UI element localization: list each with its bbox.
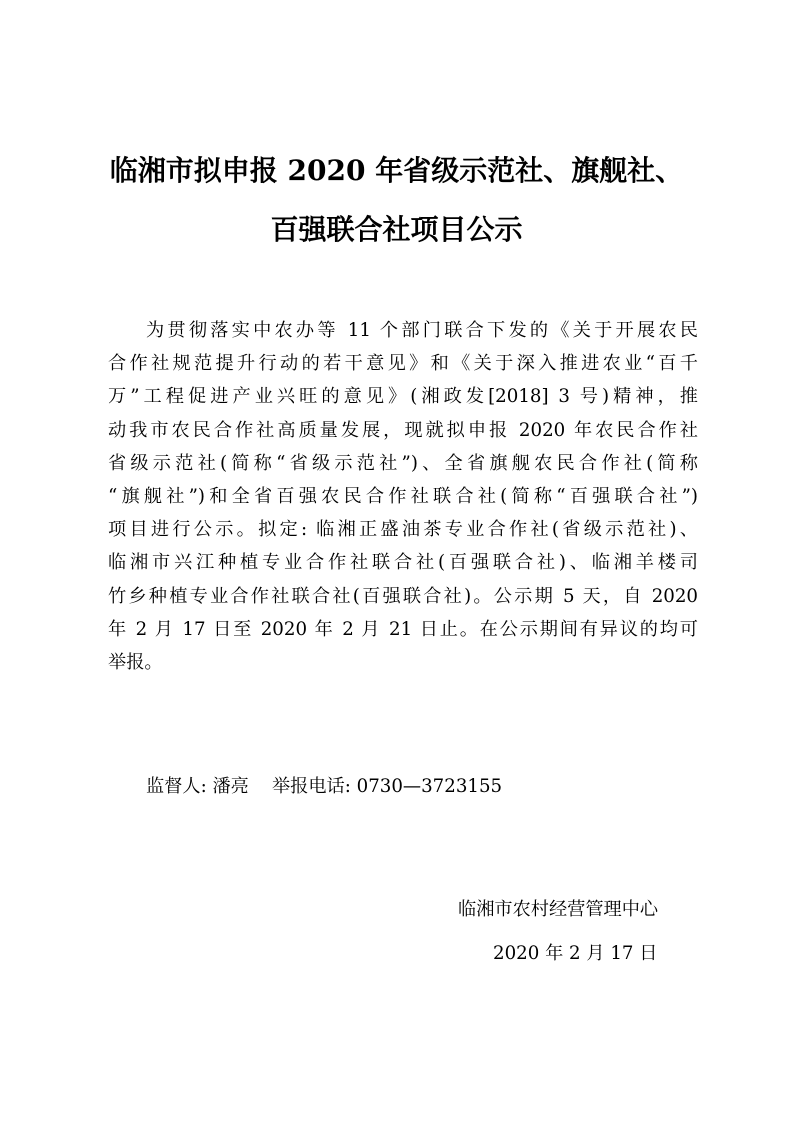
supervisor-contact: 监督人: 潘亮 举报电话: 0730—3723155 (146, 776, 503, 797)
paragraph-line: 年 2 月 17 日至 2020 年 2 月 21 日止。在公示期间有异议的均可 (108, 618, 698, 640)
paragraph-line: 为贯彻落实中农办等 11 个部门联合下发的《关于开展农民 (146, 320, 698, 341)
paragraph-line: “旗舰社”)和全省百强农民合作社联合社(简称“百强联合社”) (108, 485, 698, 507)
issuing-organization: 临湘市农村经营管理中心 (458, 899, 659, 920)
issue-date: 2020 年 2 月 17 日 (493, 943, 658, 964)
paragraph-line: 动我市农民合作社高质量发展，现就拟申报 2020 年农民合作社 (108, 419, 698, 441)
paragraph-line: 竹乡种植专业合作社联合社(百强联合社)。公示期 5 天，自 2020 (108, 585, 698, 607)
notice-paragraph (108, 314, 698, 679)
paragraph-line: 省级示范社(简称“省级示范社”)、全省旗舰农民合作社(简称 (108, 452, 698, 474)
paragraph-line: 项目进行公示。拟定: 临湘正盛油茶专业合作社(省级示范社)、 (108, 519, 698, 541)
document-title-line-1: 临湘市拟申报 2020 年省级示范社、旗舰社、 (109, 154, 684, 187)
paragraph-line: 临湘市兴江种植专业合作社联合社(百强联合社)、临湘羊楼司 (108, 552, 698, 574)
paragraph-line: 合作社规范提升行动的若干意见》和《关于深入推进农业“百千 (108, 353, 698, 375)
paragraph-line: 举报。 (108, 651, 163, 673)
document-title-line-2: 百强联合社项目公示 (270, 213, 523, 246)
paragraph-line: 万”工程促进产业兴旺的意见》(湘政发[2018] 3 号)精神，推 (108, 386, 698, 408)
